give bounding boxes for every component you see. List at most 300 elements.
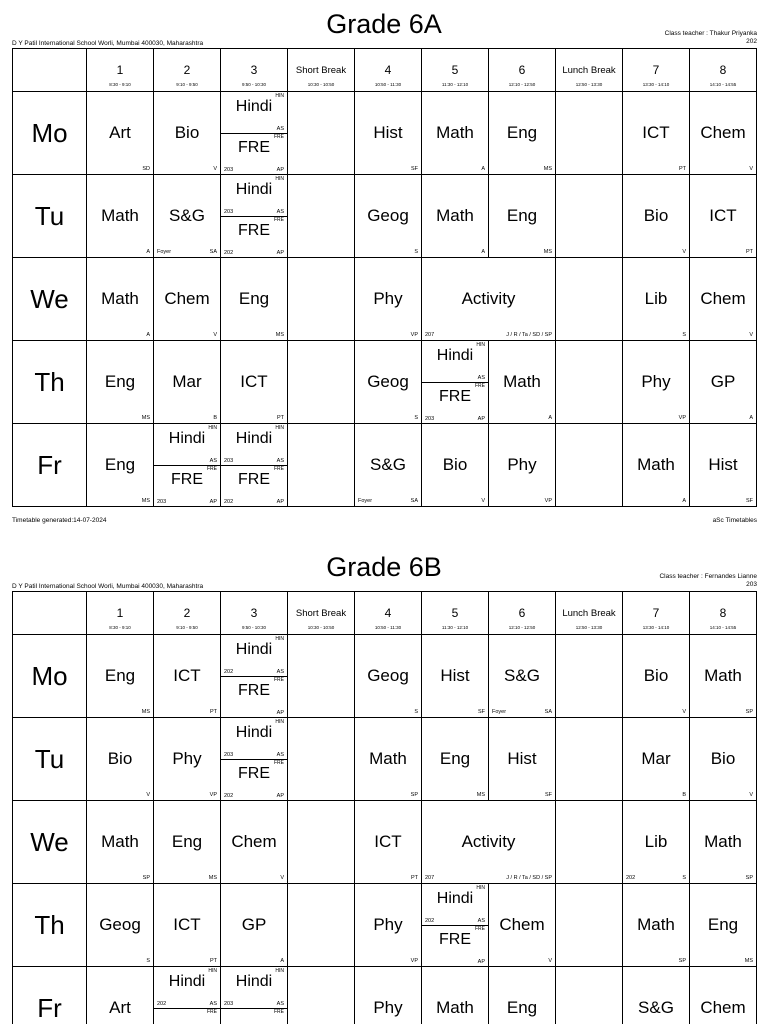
teacher-initials: AS: [276, 669, 284, 675]
lesson-cell: [690, 635, 757, 718]
break-name: Lunch Break: [562, 65, 616, 76]
lesson-cell: [489, 967, 556, 1024]
teacher-initials: A: [146, 249, 150, 255]
lesson-cell: [690, 175, 757, 258]
teacher-initials: SA: [544, 709, 552, 715]
period-time: 9:10 - 9:50: [176, 625, 198, 630]
subject-name: Activity: [461, 832, 516, 851]
period-number: 8: [719, 63, 727, 77]
subject-name: Chem: [231, 832, 277, 851]
subject-name: Bio: [710, 749, 736, 768]
class-teacher-info: [665, 30, 757, 46]
period-time: 10:30 - 10:50: [307, 82, 335, 87]
split-lesson-cell: [221, 635, 288, 718]
timetable-title: Grade 6A: [326, 9, 442, 39]
subject-name: Activity: [461, 289, 516, 308]
day-label: Th: [34, 909, 65, 940]
teacher-initials: AS: [276, 209, 284, 215]
period-time: 9:10 - 9:50: [176, 82, 198, 87]
teacher-initials: S: [682, 332, 686, 338]
lesson-cell: [422, 718, 489, 801]
subject-code: HIN: [275, 968, 284, 974]
class-teacher: Class teacher : Thakur Priyanka: [664, 30, 757, 37]
lesson-cell: [489, 92, 556, 175]
subject-name: Eng: [238, 289, 270, 308]
teacher-initials: AP: [276, 250, 284, 256]
lesson-cell: [154, 175, 221, 258]
break-cell: [288, 258, 355, 341]
break-header: [556, 49, 623, 92]
teacher-initials: SP: [142, 875, 150, 881]
lesson-cell: [690, 884, 757, 967]
subject-name: S&G: [370, 455, 406, 474]
day-label: We: [30, 283, 69, 314]
lesson-cell: [87, 92, 154, 175]
teacher-initials: SP: [745, 875, 753, 881]
split-lesson-cell: [221, 424, 288, 507]
room-label: 202: [224, 499, 234, 505]
period-number: 4: [384, 63, 392, 77]
subject-name: FRE: [238, 139, 270, 156]
day-cell: [13, 258, 87, 341]
subject-name: Hindi: [168, 973, 206, 990]
break-header: [288, 49, 355, 92]
teacher-initials: MS: [476, 792, 485, 798]
lesson-option-bottom: [221, 759, 287, 800]
period-number: 5: [451, 63, 459, 77]
lesson-option-top: [221, 424, 287, 466]
split-lesson-cell: [221, 92, 288, 175]
subject-name: Bio: [643, 206, 669, 225]
period-number: 3: [250, 606, 258, 620]
lesson-option-bottom: [422, 925, 488, 966]
subject-name: FRE: [439, 388, 471, 405]
teacher-initials: AP: [276, 499, 284, 505]
subject-code: HIN: [275, 719, 284, 725]
break-cell: [556, 258, 623, 341]
subject-name: Bio: [442, 455, 468, 474]
lesson-cell: [422, 635, 489, 718]
teacher-initials: V: [146, 792, 150, 798]
split-lesson-cell: [221, 967, 288, 1024]
lesson-cell: [221, 801, 288, 884]
period-time: 10:30 - 10:50: [307, 625, 335, 630]
timetable-grade-6b: [0, 551, 768, 1024]
timetable-title: Grade 6B: [326, 552, 442, 582]
teacher-initials: V: [213, 166, 217, 172]
break-cell: [288, 175, 355, 258]
lesson-cell: [87, 424, 154, 507]
subject-name: ICT: [374, 832, 402, 851]
subject-name: S&G: [638, 998, 674, 1018]
teacher-initials: V: [481, 498, 485, 504]
lesson-cell: [221, 341, 288, 424]
subject-code: FRE: [274, 466, 284, 472]
lesson-option-top: [221, 967, 287, 1009]
subject-name: Math: [369, 749, 407, 768]
classroom: 203: [746, 581, 757, 588]
teacher-initials: PT: [410, 875, 418, 881]
teacher-initials: MS: [141, 498, 150, 504]
break-cell: [288, 635, 355, 718]
subject-code: FRE: [475, 926, 485, 932]
break-cell: [556, 718, 623, 801]
day-row: [13, 175, 757, 258]
teacher-initials: VP: [544, 498, 552, 504]
teacher-initials: J / R / Ta / SD / SP: [506, 875, 552, 881]
lesson-cell: [355, 175, 422, 258]
teacher-initials: VP: [678, 415, 686, 421]
lesson-cell: [489, 341, 556, 424]
lesson-cell: [489, 424, 556, 507]
break-header: [556, 592, 623, 635]
lesson-cell: [87, 175, 154, 258]
lesson-cell: [355, 92, 422, 175]
period-time: 11:30 - 12:10: [441, 82, 469, 87]
teacher-initials: AS: [477, 375, 485, 381]
subject-name: Math: [704, 832, 742, 851]
subject-name: Phy: [641, 372, 671, 391]
class-teacher: Class teacher : Fernandes Lianne: [659, 573, 757, 580]
break-cell: [288, 718, 355, 801]
break-cell: [288, 341, 355, 424]
lesson-cell: [422, 92, 489, 175]
break-cell: [288, 884, 355, 967]
lesson-cell: [623, 258, 690, 341]
period-number: 2: [183, 63, 191, 77]
lesson-cell: [154, 635, 221, 718]
break-name: Short Break: [295, 608, 347, 619]
subject-name: Chem: [499, 915, 545, 934]
lesson-cell: [623, 92, 690, 175]
subject-name: Chem: [700, 123, 746, 142]
timetable-grid: [12, 591, 757, 1024]
corner-cell: [13, 592, 87, 635]
teacher-initials: A: [481, 166, 485, 172]
break-cell: [556, 92, 623, 175]
lesson-cell: [154, 341, 221, 424]
subject-name: Hindi: [235, 98, 273, 115]
teacher-initials: AP: [477, 959, 485, 965]
teacher-initials: V: [749, 166, 753, 172]
lesson-cell: [154, 718, 221, 801]
period-header: [154, 592, 221, 635]
period-header: [355, 592, 422, 635]
subject-name: Bio: [174, 123, 200, 142]
break-cell: [556, 884, 623, 967]
teacher-initials: MS: [141, 709, 150, 715]
teacher-initials: SF: [745, 498, 753, 504]
classroom: 202: [746, 38, 757, 45]
day-label: Fr: [37, 992, 62, 1023]
period-number: 6: [518, 606, 526, 620]
subject-name: ICT: [173, 915, 201, 934]
subject-code: HIN: [275, 425, 284, 431]
subject-name: Hindi: [235, 641, 273, 658]
teacher-initials: PT: [678, 166, 686, 172]
teacher-initials: V: [213, 332, 217, 338]
subject-name: FRE: [238, 765, 270, 782]
subject-name: Hindi: [168, 430, 206, 447]
period-time: 11:30 - 12:10: [441, 625, 469, 630]
subject-name: Eng: [506, 998, 538, 1018]
subject-name: Eng: [439, 749, 471, 768]
period-time: 10:50 - 11:30: [374, 82, 402, 87]
break-cell: [556, 801, 623, 884]
subject-name: Hindi: [235, 724, 273, 741]
subject-code: HIN: [275, 176, 284, 182]
subject-name: Phy: [507, 455, 537, 474]
lesson-cell: [355, 967, 422, 1024]
subject-name: Math: [704, 666, 742, 685]
period-header: [489, 49, 556, 92]
split-lesson-cell: [154, 967, 221, 1024]
room-label: 203: [224, 1001, 234, 1008]
subject-code: FRE: [274, 1009, 284, 1016]
break-cell: [556, 967, 623, 1024]
teacher-initials: PT: [276, 415, 284, 421]
lesson-cell: [623, 424, 690, 507]
period-header: [355, 49, 422, 92]
teacher-initials: B: [682, 792, 686, 798]
period-number: 1: [116, 606, 124, 620]
teacher-initials: SA: [209, 249, 217, 255]
day-row: [13, 884, 757, 967]
subject-code: HIN: [275, 636, 284, 642]
subject-name: Chem: [700, 289, 746, 308]
teacher-initials: B: [213, 415, 217, 421]
day-cell: [13, 635, 87, 718]
teacher-initials: A: [749, 415, 753, 421]
subject-name: Geog: [99, 915, 141, 934]
subject-name: Art: [109, 998, 131, 1018]
period-time: 14:10 - 14:55: [709, 82, 737, 87]
period-time: 12:50 - 13:30: [575, 625, 603, 630]
teacher-initials: SD: [142, 166, 150, 172]
subject-name: Eng: [171, 832, 203, 851]
lesson-cell: [422, 175, 489, 258]
brand-label: aSc Timetables: [712, 517, 757, 524]
timetable-grade-6a: [0, 8, 768, 528]
lesson-cell: [422, 424, 489, 507]
lesson-cell: [623, 718, 690, 801]
period-number: 4: [384, 606, 392, 620]
lesson-cell: [422, 801, 556, 884]
period-number: 5: [451, 606, 459, 620]
day-row: [13, 801, 757, 884]
day-label: Mo: [31, 660, 68, 691]
subject-name: Lib: [644, 289, 668, 308]
room-label: 203: [224, 752, 234, 758]
teacher-initials: AS: [209, 458, 217, 464]
room-label: 207: [425, 332, 435, 338]
subject-name: Hindi: [436, 347, 474, 364]
room-label: Foyer: [358, 498, 373, 504]
lesson-cell: [623, 801, 690, 884]
teacher-initials: AS: [209, 1001, 217, 1008]
period-time: 12:10 - 12:50: [508, 625, 536, 630]
teacher-initials: PT: [209, 958, 217, 964]
break-name: Short Break: [295, 65, 347, 76]
subject-name: GP: [710, 372, 736, 391]
subject-code: HIN: [476, 885, 485, 891]
subject-name: Math: [503, 372, 541, 391]
subject-name: FRE: [238, 222, 270, 239]
lesson-option-top: [422, 884, 488, 926]
split-lesson-cell: [221, 175, 288, 258]
lesson-cell: [87, 884, 154, 967]
teacher-initials: SP: [678, 958, 686, 964]
subject-code: FRE: [207, 466, 217, 472]
subject-name: ICT: [240, 372, 268, 391]
lesson-option-bottom: [221, 216, 287, 257]
period-time: 9:50 - 10:30: [241, 82, 267, 87]
lesson-cell: [87, 258, 154, 341]
subject-name: Eng: [506, 123, 538, 142]
room-label: 202: [157, 1001, 167, 1008]
lesson-cell: [690, 424, 757, 507]
teacher-initials: VP: [410, 958, 418, 964]
teacher-initials: S: [414, 415, 418, 421]
period-header: [690, 592, 757, 635]
room-label: 203: [224, 209, 234, 215]
room-label: 202: [626, 875, 636, 881]
lesson-cell: [87, 341, 154, 424]
teacher-initials: AS: [276, 752, 284, 758]
day-label: We: [30, 826, 69, 857]
teacher-initials: VP: [209, 792, 217, 798]
subject-name: Phy: [373, 998, 403, 1018]
period-time: 12:10 - 12:50: [508, 82, 536, 87]
lesson-cell: [690, 341, 757, 424]
break-cell: [556, 175, 623, 258]
subject-name: Math: [101, 289, 139, 308]
subject-code: HIN: [208, 425, 217, 431]
teacher-initials: J / R / Ta / SD / SP: [506, 332, 552, 338]
day-label: Tu: [34, 200, 65, 231]
lesson-cell: [154, 258, 221, 341]
lesson-option-bottom: [221, 133, 287, 174]
break-cell: [556, 635, 623, 718]
break-header: [288, 592, 355, 635]
day-label: Tu: [34, 743, 65, 774]
subject-name: ICT: [709, 206, 737, 225]
generated-date: Timetable generated:14-07-2024: [12, 517, 107, 524]
day-cell: [13, 175, 87, 258]
day-cell: [13, 967, 87, 1024]
subject-name: FRE: [439, 931, 471, 948]
teacher-initials: SF: [544, 792, 552, 798]
period-header: [690, 49, 757, 92]
period-number: 6: [518, 63, 526, 77]
teacher-initials: AS: [276, 1001, 284, 1008]
day-row: [13, 967, 757, 1024]
period-time: 8:30 - 9:10: [109, 82, 131, 87]
subject-name: Math: [436, 998, 474, 1018]
teacher-initials: MS: [275, 332, 284, 338]
lesson-cell: [690, 718, 757, 801]
lesson-cell: [489, 635, 556, 718]
subject-name: Eng: [104, 455, 136, 474]
subject-name: Math: [436, 123, 474, 142]
subject-code: FRE: [274, 760, 284, 766]
teacher-initials: AP: [477, 416, 485, 422]
subject-name: Geog: [367, 206, 409, 225]
room-label: 202: [224, 793, 234, 799]
lesson-option-bottom: [221, 676, 287, 717]
period-time: 13:30 - 14:10: [642, 625, 670, 630]
day-cell: [13, 92, 87, 175]
room-label: 207: [425, 875, 435, 881]
subject-name: Mar: [172, 372, 202, 391]
lesson-option-top: [221, 718, 287, 760]
lesson-cell: [154, 884, 221, 967]
period-header: [221, 49, 288, 92]
subject-name: Math: [101, 832, 139, 851]
subject-name: Phy: [373, 915, 403, 934]
period-time: 10:50 - 11:30: [374, 625, 402, 630]
subject-name: Hist: [708, 455, 738, 474]
lesson-option-top: [154, 967, 220, 1009]
subject-name: FRE: [238, 682, 270, 699]
subject-code: FRE: [207, 1009, 217, 1016]
lesson-cell: [87, 801, 154, 884]
period-time: 8:30 - 9:10: [109, 625, 131, 630]
subject-name: Eng: [506, 206, 538, 225]
day-row: [13, 258, 757, 341]
subject-name: Math: [436, 206, 474, 225]
teacher-initials: S: [414, 249, 418, 255]
teacher-initials: V: [749, 792, 753, 798]
day-row: [13, 424, 757, 507]
lesson-cell: [154, 801, 221, 884]
period-header-row: [13, 592, 757, 635]
teacher-initials: V: [682, 249, 686, 255]
teacher-initials: A: [280, 958, 284, 964]
lesson-option-bottom: [154, 1008, 220, 1024]
lesson-cell: [355, 341, 422, 424]
break-cell: [288, 424, 355, 507]
lesson-cell: [355, 258, 422, 341]
subject-name: FRE: [238, 471, 270, 488]
room-label: 202: [224, 669, 234, 675]
teacher-initials: A: [682, 498, 686, 504]
day-cell: [13, 424, 87, 507]
school-name: D Y Patil International School Worli, Mumbai 400030, Maharashtra: [12, 40, 204, 47]
break-cell: [288, 801, 355, 884]
lesson-cell: [489, 175, 556, 258]
teacher-initials: V: [749, 332, 753, 338]
lesson-cell: [221, 884, 288, 967]
day-label: Fr: [37, 449, 62, 480]
period-time: 12:50 - 13:30: [575, 82, 603, 87]
period-number: 7: [652, 63, 660, 77]
teacher-initials: PT: [745, 249, 753, 255]
period-number: 7: [652, 606, 660, 620]
subject-name: GP: [241, 915, 267, 934]
period-header: [87, 592, 154, 635]
period-header: [422, 592, 489, 635]
teacher-initials: S: [414, 709, 418, 715]
day-row: [13, 718, 757, 801]
room-label: Foyer: [492, 709, 507, 715]
lesson-cell: [355, 801, 422, 884]
lesson-option-top: [422, 341, 488, 383]
subject-name: Hist: [507, 749, 537, 768]
lesson-option-bottom: [422, 382, 488, 423]
teacher-initials: MS: [744, 958, 753, 964]
timetable-grid: [12, 48, 757, 507]
